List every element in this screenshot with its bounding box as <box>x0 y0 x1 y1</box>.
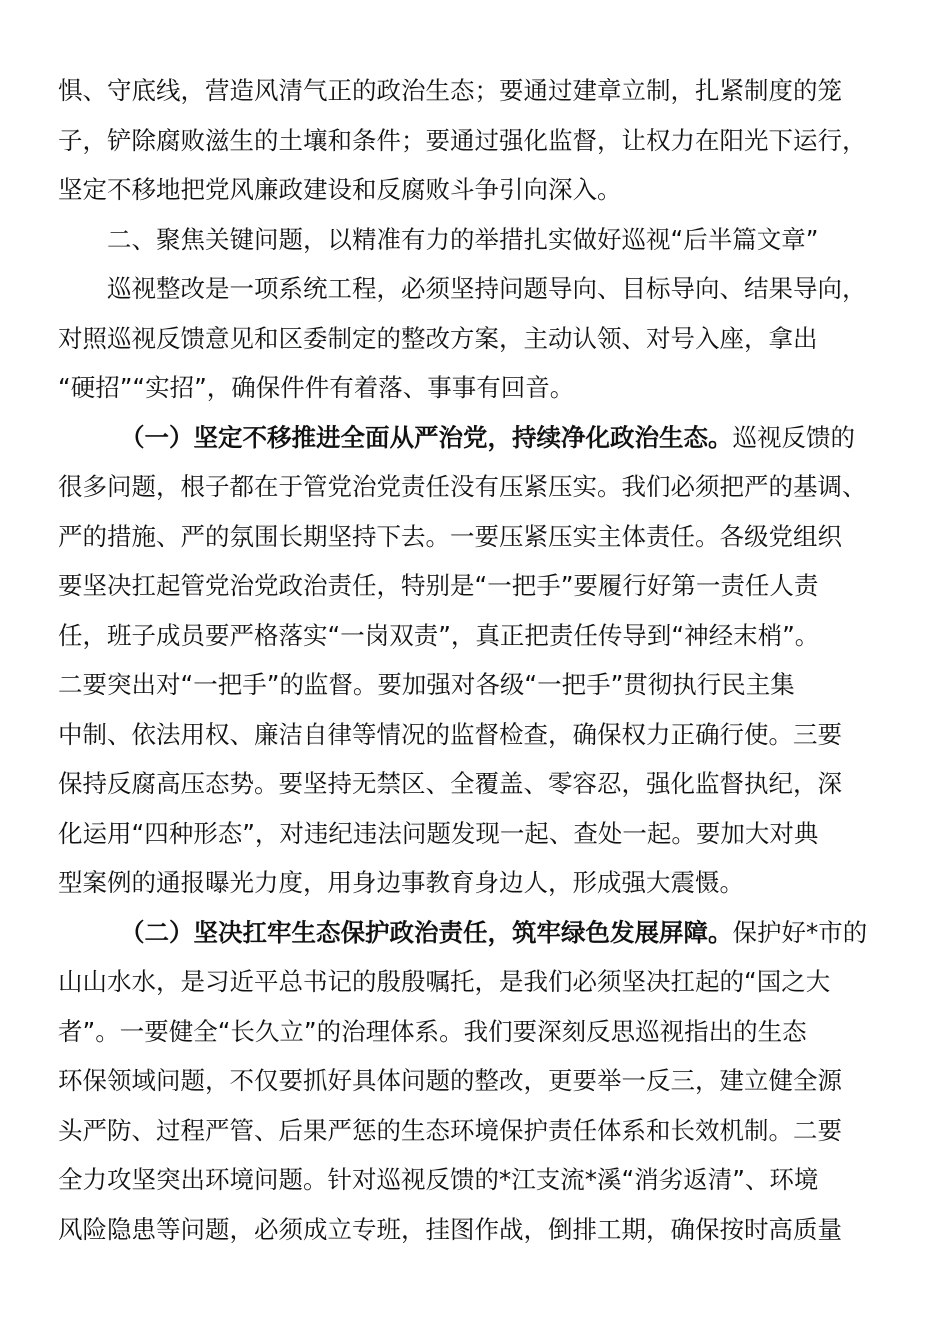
subsection-1-title: （一）坚定不移推进全面从严治党，持续净化政治生态。 <box>120 422 733 452</box>
text-line: 二要突出对“一把手”的监督。要加强对各级“一把手”贯彻执行民主集 <box>58 670 795 699</box>
text-line: 山山水水，是习近平总书记的殷殷嘱托，是我们必须坚决扛起的“国之大 <box>58 967 831 996</box>
text-line: 子，铲除腐败滋生的土壤和条件；要通过强化监督，让权力在阳光下运行， <box>58 125 867 155</box>
text-fragment: 保护好*市的 <box>732 917 868 947</box>
text-fragment: 巡视反馈的 <box>732 422 855 452</box>
section-heading: 二、聚焦关键问题，以精准有力的举措扎实做好巡视“后半篇文章” <box>107 224 819 254</box>
text-line: 严的措施、严的氛围长期坚持下去。一要压紧压实主体责任。各级党组织 <box>58 521 842 551</box>
text-line: 者”。一要健全“长久立”的治理体系。我们要深刻反思巡视指出的生态 <box>58 1016 807 1046</box>
text-line: 头严防、过程严管、后果严惩的生态环境保护责任体系和长效机制。二要 <box>58 1115 842 1145</box>
text-line: 要坚决扛起管党治党政治责任，特别是“一把手”要履行好第一责任人责 <box>58 571 819 600</box>
text-line: 化运用“四种形态”，对违纪违法问题发现一起、查处一起。要加大对典 <box>58 818 819 848</box>
text-line: 对照巡视反馈意见和区委制定的整改方案，主动认领、对号入座，拿出 <box>58 323 818 353</box>
subsection-2-title: （二）坚决扛牢生态保护政治责任，筑牢绿色发展屏障。 <box>120 917 733 947</box>
text-line: 中制、依法用权、廉洁自律等情况的监督检查，确保权力正确行使。三要 <box>58 719 842 749</box>
text-line: 环保领域问题，不仅要抓好具体问题的整改，更要举一反三，建立健全源 <box>58 1066 842 1095</box>
text-line: “硬招”“实招”，确保件件有着落、事事有回音。 <box>58 373 575 402</box>
text-line: 巡视整改是一项系统工程，必须坚持问题导向、目标导向、结果导向， <box>107 274 867 303</box>
subsection-1-first-line <box>58 413 894 463</box>
text-line: 任，班子成员要严格落实“一岗双责”，真正把责任传导到“神经末梢”。 <box>58 620 820 650</box>
document-page <box>58 66 894 1254</box>
text-line: 很多问题，根子都在于管党治党责任没有压紧压实。我们必须把严的基调、 <box>58 472 867 501</box>
text-line: 坚定不移地把党风廉政建设和反腐败斗争引向深入。 <box>58 175 622 204</box>
subsection-2-first-line <box>58 908 894 958</box>
text-line: 保持反腐高压态势。要坚持无禁区、全覆盖、零容忍，强化监督执纪，深 <box>58 769 842 798</box>
text-line: 全力攻坚突出环境问题。针对巡视反馈的*江支流*溪“消劣返清”、环境 <box>58 1165 819 1194</box>
text-line: 型案例的通报曝光力度，用身边事教育身边人，形成强大震慑。 <box>58 868 744 897</box>
text-line: 风险隐患等问题，必须成立专班，挂图作战，倒排工期，确保按时高质量 <box>58 1214 842 1244</box>
text-line: 惧、守底线，营造风清气正的政治生态；要通过建章立制，扎紧制度的笼 <box>58 76 842 105</box>
